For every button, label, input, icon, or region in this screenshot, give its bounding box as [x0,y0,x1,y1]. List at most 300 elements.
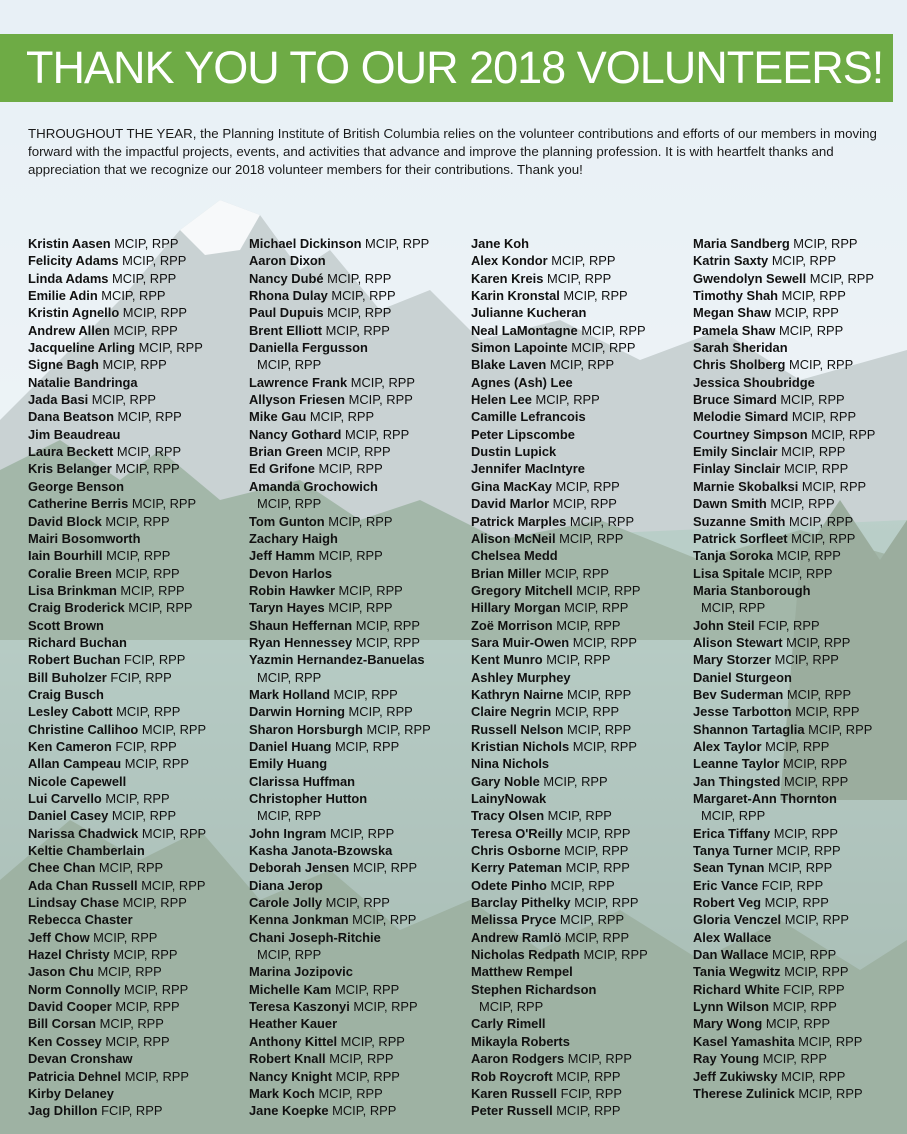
volunteer-entry [471,599,693,616]
volunteer-entry [28,252,250,269]
volunteer-credential: MCIP, RPP [314,1085,383,1101]
volunteer-credential: MCIP, RPP [539,773,608,789]
volunteer-name: David Cooper [28,999,112,1015]
volunteer-credential: MCIP, RPP [769,999,837,1015]
volunteer-credential: MCIP, RPP [88,392,157,408]
volunteer-name: Andrew Allen [28,322,110,338]
volunteer-name: Carly Rimell [471,1016,546,1032]
volunteer-entry [28,1068,250,1085]
volunteer-name: Shannon Tartaglia [693,721,805,737]
volunteer-name: Matthew Rempel [471,964,573,980]
volunteer-credential: MCIP, RPP [102,548,171,564]
volunteer-name: John Ingram [249,825,327,841]
volunteer-credential: MCIP, RPP [562,825,631,841]
volunteer-entry [693,669,907,686]
volunteer-credential: MCIP, RPP [543,270,612,286]
volunteer-name: Patricia Dehnel [28,1068,122,1084]
volunteer-credential: MCIP, RPP [782,634,851,650]
volunteer-credential: MCIP, RPP [97,288,166,304]
volunteer-name: Mike Gau [249,409,307,425]
volunteer-entry [249,738,471,755]
volunteer-entry [693,547,907,564]
volunteer-name: Devan Cronshaw [28,1051,133,1067]
volunteer-entry [249,478,471,495]
volunteer-credential: MCIP, RPP [541,565,610,581]
volunteer-credential: MCIP, RPP [344,704,413,720]
volunteer-name: Kasel Yamashita [693,1033,795,1049]
volunteer-name: Patrick Marples [471,513,567,529]
volunteer-credential: MCIP, RPP [306,409,375,425]
volunteer-entry [471,911,693,928]
volunteer-entry [249,651,471,668]
volunteer-credential: MCIP, RPP [120,981,189,997]
volunteer-credential: MCIP, RPP [567,340,636,356]
volunteer-entry [249,1085,471,1102]
volunteer-entry [249,339,471,356]
volunteer-name: Tracy Olsen [471,808,545,824]
volunteer-name: Bev Suderman [693,686,784,702]
volunteer-entry [471,686,693,703]
volunteer-name: Claire Negrin [471,704,552,720]
volunteer-entry [28,651,250,668]
volunteer-name: Chelsea Medd [471,548,558,564]
volunteer-name: Lawrence Frank [249,374,348,390]
volunteer-credential: MCIP, RPP [352,634,421,650]
volunteer-credential: MCIP, RPP [138,721,207,737]
volunteer-name: Margaret-Ann Thornton [693,791,837,806]
volunteer-entry [471,825,693,842]
volunteer-entry [28,773,250,790]
volunteer-entry [471,617,693,634]
volunteer-entry [471,721,693,738]
volunteer-name: Gary Noble [471,773,540,789]
volunteer-entry [693,998,907,1015]
volunteer-name: Kirby Delaney [28,1085,114,1101]
volunteer-entry [471,877,693,894]
volunteer-entry [249,1015,471,1032]
volunteer-name: Iain Bourhill [28,548,103,564]
volunteer-entry [471,374,693,391]
volunteer-name: Bill Buholzer [28,669,107,685]
volunteer-credential: MCIP, RPP [572,582,641,598]
volunteer-entry [249,530,471,547]
volunteer-credential: MCIP, RPP [257,669,322,685]
volunteer-credential: MCIP, RPP [121,1068,189,1084]
volunteer-entry [249,617,471,634]
volunteer-credential: MCIP, RPP [113,409,182,425]
volunteer-credential: MCIP, RPP [775,322,844,338]
volunteer-name: Jag Dhillon [28,1103,98,1119]
volunteer-name: Tanya Turner [693,843,773,859]
volunteer-name: Linda Adams [28,270,109,286]
volunteer-credential: MCIP, RPP [137,877,206,893]
volunteer-name: Dustin Lupick [471,444,557,460]
volunteer-name: Clarissa Huffman [249,773,356,789]
volunteer-name: Alison McNeil [471,530,556,546]
volunteer-credential: MCIP, RPP [108,808,177,824]
volunteer-entry [28,686,250,703]
volunteer-name: Melodie Simard [693,409,789,425]
volunteer-entry [693,270,907,287]
volunteer-name: Barclay Pithelky [471,895,571,911]
volunteer-entry [28,374,250,391]
volunteer-entry [693,599,907,616]
volunteer-column-2 [249,235,471,1120]
volunteer-name: Nina Nichols [471,756,550,772]
volunteer-credential: MCIP, RPP [783,686,852,702]
volunteer-name: Coralie Breen [28,565,112,581]
volunteer-credential: MCIP, RPP [779,756,848,772]
volunteer-name: Gloria Venczel [693,912,782,928]
volunteer-entry [28,894,250,911]
volunteer-entry [693,651,907,668]
volunteer-entry [28,877,250,894]
volunteer-name: Karin Kronstal [471,288,560,304]
volunteer-name: Russell Nelson [471,721,564,737]
volunteer-entry [249,322,471,339]
volunteer-credential: MCIP, RPP [552,1068,621,1084]
volunteer-name: Lisa Spitale [693,565,765,581]
volunteer-name: Laura Beckett [28,444,114,460]
volunteer-name: Peter Lipscombe [471,426,575,442]
volunteer-entry [28,530,250,547]
volunteer-credential: MCIP, RPP [788,409,857,425]
volunteer-entry [471,322,693,339]
volunteer-credential: MCIP, RPP [531,392,600,408]
volunteer-entry [693,825,907,842]
volunteer-credential: MCIP, RPP [332,1068,400,1084]
volunteer-entry [249,1050,471,1067]
volunteer-name: Jane Koepke [249,1103,329,1119]
volunteer-name: Nancy Gothard [249,426,342,442]
volunteer-name: Chani Joseph-Ritchie [249,929,381,945]
volunteer-credential: MCIP, RPP [257,947,322,963]
volunteer-entry [28,322,250,339]
volunteer-name: Kasha Janota-Bzowska [249,843,393,859]
volunteer-credential: MCIP, RPP [759,1051,827,1067]
volunteer-name: Chee Chan [28,860,96,876]
volunteer-entry [28,859,250,876]
volunteer-credential: MCIP, RPP [561,929,630,945]
volunteer-name: Christopher Hutton [249,791,368,806]
volunteer-name: Andrew Ramlö [471,929,562,945]
volunteer-entry [471,513,693,530]
volunteer-credential: MCIP, RPP [785,357,854,373]
volunteer-name: Richard Buchan [28,634,127,650]
volunteer-name: Allan Campeau [28,756,122,772]
volunteer-credential: MCIP, RPP [324,600,393,616]
volunteer-credential: MCIP, RPP [326,825,395,841]
volunteer-entry [471,946,693,963]
volunteer-credential: MCIP, RPP [771,652,839,668]
page-title: THANK YOU TO OUR 2018 VOLUNTEERS! [0,34,893,102]
volunteer-credential: FCIP, RPP [97,1103,163,1119]
volunteer-credential: MCIP, RPP [773,548,841,564]
volunteer-entry [693,617,907,634]
volunteer-credential: MCIP, RPP [570,895,639,911]
volunteer-entry [249,1068,471,1085]
volunteer-entry [249,287,471,304]
volunteer-entry [249,911,471,928]
volunteer-credential: MCIP, RPP [323,305,392,321]
volunteer-name: Kristin Aasen [28,236,111,251]
volunteer-credential: MCIP, RPP [327,288,396,304]
volunteer-entry [693,565,907,582]
volunteer-credential: MCIP, RPP [112,704,181,720]
volunteer-name: Mairi Bosomworth [28,530,141,546]
volunteer-credential: MCIP, RPP [787,530,856,546]
volunteer-name: Kathryn Nairne [471,686,564,702]
volunteer-name: Kris Belanger [28,461,112,477]
volunteer-credential: MCIP, RPP [555,530,624,546]
volunteer-name: Marnie Skobalksi [693,478,799,494]
volunteer-name: Emily Sinclair [693,444,778,460]
volunteer-entry [249,790,471,807]
volunteer-entry [693,1068,907,1085]
volunteer-name: Tom Gunton [249,513,325,529]
volunteer-name: Ryan Hennessey [249,634,353,650]
volunteer-credential: MCIP, RPP [111,999,180,1015]
volunteer-entry [471,547,693,564]
volunteer-entry [28,495,250,512]
volunteer-entry [471,1015,693,1032]
volunteer-entry [28,1033,250,1050]
volunteer-credential: MCIP, RPP [546,877,615,893]
volunteer-name: Dan Wallace [693,947,769,963]
volunteer-entry [471,1033,693,1050]
volunteer-name: Narissa Chadwick [28,825,139,841]
volunteer-name: Chris Osborne [471,843,561,859]
volunteer-credential: MCIP, RPP [322,322,390,338]
volunteer-name: Katrin Saxty [693,253,769,269]
volunteer-credential: MCIP, RPP [109,947,178,963]
volunteer-entry [471,651,693,668]
volunteer-credential: MCIP, RPP [778,288,846,304]
volunteer-entry [249,842,471,859]
volunteer-entry [471,582,693,599]
volunteer-entry [249,721,471,738]
volunteer-entry [471,530,693,547]
volunteer-name: Allyson Friesen [249,392,345,408]
volunteer-credential: MCIP, RPP [780,773,849,789]
volunteer-credential: FCIP, RPP [779,981,845,997]
volunteer-entry [471,1085,693,1102]
volunteer-entry [28,946,250,963]
volunteer-column-3 [471,235,693,1120]
volunteer-entry [693,582,907,599]
volunteer-entry [28,1102,250,1119]
volunteer-credential: MCIP, RPP [579,947,648,963]
volunteer-credential: MCIP, RPP [257,357,322,373]
volunteer-name: Deborah Jensen [249,860,350,876]
volunteer-name: Catherine Berris [28,496,129,512]
volunteer-credential: MCIP, RPP [95,860,164,876]
volunteer-credential: MCIP, RPP [118,895,187,911]
volunteer-credential: MCIP, RPP [89,929,158,945]
volunteer-name: Rebecca Chaster [28,912,133,928]
volunteer-entry [471,304,693,321]
volunteer-entry [28,547,250,564]
volunteer-credential: MCIP, RPP [323,270,392,286]
volunteer-name: Melissa Pryce [471,912,557,928]
volunteer-name: Jeff Zukiwsky [693,1068,778,1084]
volunteer-name: Jessica Shoubridge [693,374,815,390]
volunteer-name: Jesse Tarbotton [693,704,792,720]
volunteer-name: Aaron Dixon [249,253,326,269]
volunteer-name: Alex Kondor [471,253,548,269]
volunteer-credential: MCIP, RPP [780,461,849,477]
volunteer-entry [471,790,693,807]
volunteer-entry [471,235,693,252]
volunteer-name: Julianne Kucheran [471,305,587,321]
volunteer-entry [471,426,693,443]
volunteer-entry [471,1068,693,1085]
volunteer-name: Daniella Fergusson [249,340,368,356]
volunteer-entry [471,460,693,477]
volunteer-entry [693,391,907,408]
volunteer-entry [693,981,907,998]
volunteer-name: Jeff Hamm [249,548,315,564]
volunteer-credential: MCIP, RPP [328,1103,397,1119]
volunteer-name: Dawn Smith [693,496,767,512]
volunteer-credential: MCIP, RPP [96,1016,164,1032]
volunteer-name: Robert Knall [249,1051,326,1067]
volunteer-name: Diana Jerop [249,877,323,893]
volunteer-credential: MCIP, RPP [349,999,418,1015]
volunteer-entry [249,408,471,425]
volunteer-entry [249,356,471,373]
volunteer-name: David Marlor [471,496,550,512]
volunteer-name: Shaun Heffernan [249,617,353,633]
volunteer-name: Jennifer MacIntyre [471,461,585,477]
volunteer-credential: MCIP, RPP [361,236,430,251]
volunteer-entry [693,339,907,356]
volunteer-name: Mikayla Roberts [471,1033,570,1049]
volunteer-entry [471,929,693,946]
volunteer-entry [693,1050,907,1067]
volunteer-name: Ken Cossey [28,1033,102,1049]
volunteer-entry [471,565,693,582]
volunteer-name: Sean Tynan [693,860,765,876]
volunteer-entry [28,235,250,252]
volunteer-entry [28,426,250,443]
volunteer-entry [471,981,693,998]
volunteer-name: Finlay Sinclair [693,461,781,477]
volunteer-entry [28,825,250,842]
volunteer-name: Nicole Capewell [28,773,127,789]
volunteer-entry [249,270,471,287]
volunteer-name: Ada Chan Russell [28,877,138,893]
volunteer-entry [249,981,471,998]
volunteer-entry [249,599,471,616]
volunteer-name: Lindsay Chase [28,895,119,911]
volunteer-credential: MCIP, RPP [352,617,420,633]
volunteer-entry [471,669,693,686]
volunteer-name: Ray Young [693,1051,760,1067]
volunteer-entry [28,460,250,477]
volunteer-entry [249,565,471,582]
volunteer-credential: MCIP, RPP [768,253,837,269]
volunteer-credential: MCIP, RPP [766,496,835,512]
volunteer-name: Kent Munro [471,652,543,668]
volunteer-entry [471,998,693,1015]
volunteer-entry [693,963,907,980]
volunteer-name: Scott Brown [28,617,104,633]
volunteer-credential: MCIP, RPP [552,617,621,633]
volunteer-entry [28,981,250,998]
volunteer-entry [693,304,907,321]
volunteer-credential: MCIP, RPP [348,912,417,928]
volunteer-credential: MCIP, RPP [770,825,838,841]
volunteer-name: Zoë Morrison [471,617,553,633]
volunteer-entry [249,252,471,269]
volunteer-entry [28,1050,250,1067]
volunteer-credential: MCIP, RPP [556,912,625,928]
volunteer-entry [693,530,907,547]
volunteer-name: Carole Jolly [249,895,323,911]
volunteer-credential: MCIP, RPP [552,1103,621,1119]
volunteer-credential: MCIP, RPP [562,860,630,876]
volunteer-entry [28,929,250,946]
volunteer-credential: MCIP, RPP [551,478,620,494]
volunteer-entry [471,1050,693,1067]
volunteer-name: Robert Veg [693,895,762,911]
volunteer-credential: MCIP, RPP [789,236,858,251]
volunteer-credential: MCIP, RPP [798,478,867,494]
volunteer-credential: MCIP, RPP [551,704,620,720]
volunteer-credential: MCIP, RPP [791,704,860,720]
volunteer-credential: MCIP, RPP [542,652,611,668]
volunteer-entry [693,1015,907,1032]
volunteer-name: Felicity Adams [28,253,119,269]
volunteer-name: Gwendolyn Sewell [693,270,807,286]
volunteer-name: Brian Miller [471,565,542,581]
volunteer-entry [471,270,693,287]
volunteer-name: John Steil [693,617,755,633]
volunteer-entry [249,304,471,321]
volunteer-credential: MCIP, RPP [324,513,393,529]
volunteer-name: Gregory Mitchell [471,582,573,598]
volunteer-credential: MCIP, RPP [761,738,830,754]
volunteer-entry [249,963,471,980]
volunteer-entry [693,686,907,703]
volunteer-name: Robin Hawker [249,582,335,598]
volunteer-name: Erica Tiffany [693,825,771,841]
volunteer-name: Sharon Horsburgh [249,721,363,737]
volunteer-credential: MCIP, RPP [564,1051,632,1067]
volunteer-entry [693,478,907,495]
volunteer-name: Bill Corsan [28,1016,97,1032]
volunteer-name: Craig Busch [28,686,104,702]
volunteer-credential: MCIP, RPP [807,426,876,442]
volunteer-name: Blake Laven [471,357,547,373]
volunteer-name: Megan Shaw [693,305,772,321]
volunteer-name: Camille Lefrancois [471,409,586,425]
volunteer-entry [471,252,693,269]
volunteer-entry [28,790,250,807]
volunteer-entry [249,235,471,252]
volunteer-credential: MCIP, RPP [563,721,632,737]
volunteer-entry [249,703,471,720]
volunteer-credential: MCIP, RPP [314,548,383,564]
volunteer-credential: MCIP, RPP [804,721,873,737]
volunteer-credential: MCIP, RPP [128,496,197,512]
volunteer-credential: MCIP, RPP [119,305,188,321]
volunteer-name: Nancy Knight [249,1068,333,1084]
volunteer-name: Dana Beatson [28,409,114,425]
volunteer-entry [693,426,907,443]
volunteer-name: Ed Grifone [249,461,315,477]
